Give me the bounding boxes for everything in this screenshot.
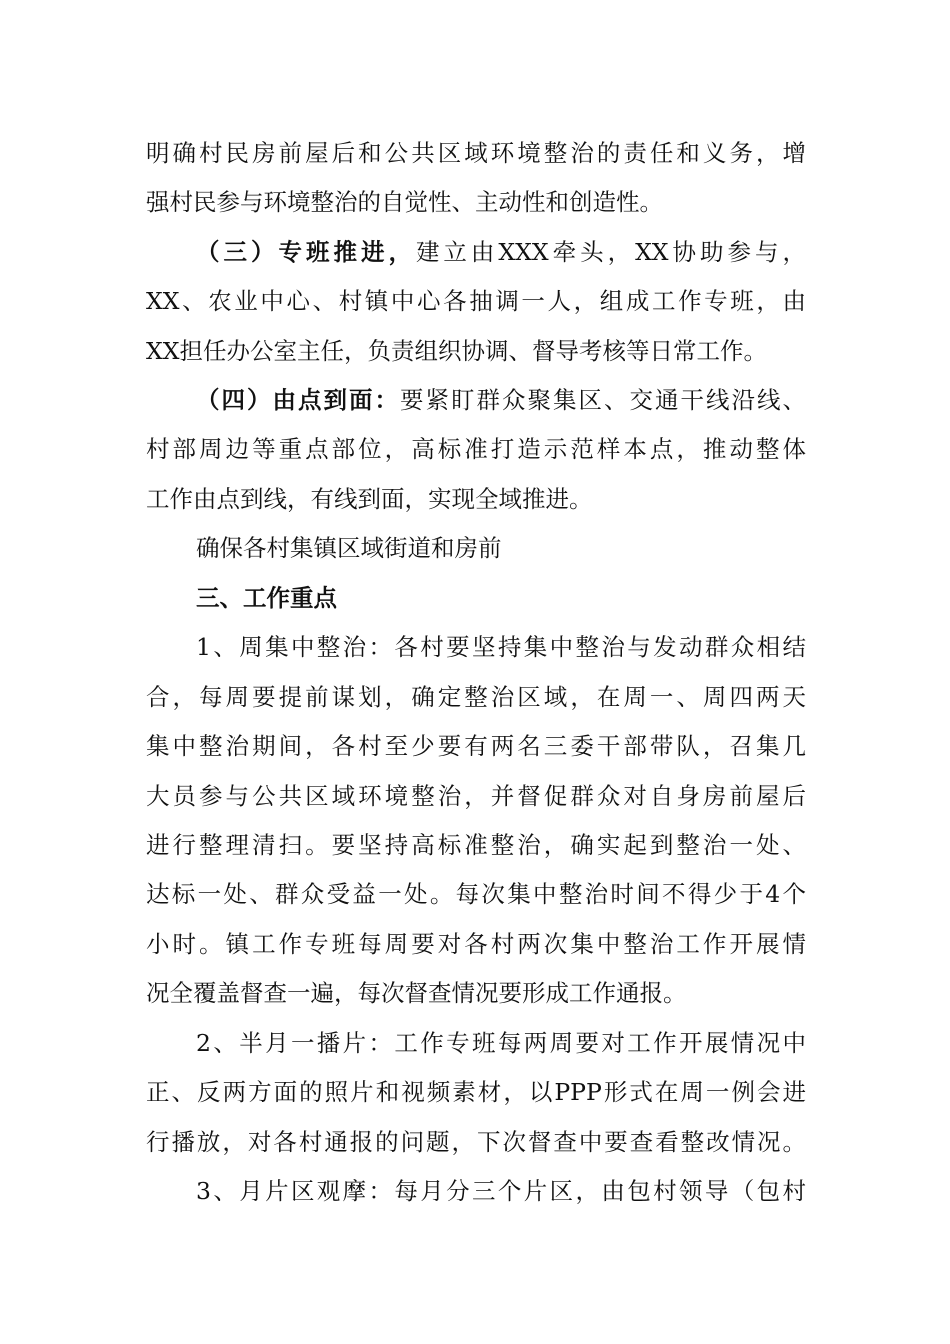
body-text-line: 村部周边等重点部位，高标准打造示范样本点，推动整体 xyxy=(146,435,806,463)
paragraph-point-to-area xyxy=(196,375,806,425)
body-text-line: 确保各村集镇区域街道和房前 xyxy=(196,534,502,562)
body-text-line: 1、周集中整治：各村要坚持集中整治与发动群众相结 xyxy=(196,633,806,661)
body-text-line: 明确村民房前屋后和公共区域环境整治的责任和义务，增 xyxy=(146,139,806,167)
body-text-line: 集中整治期间，各村至少要有两名三委干部带队，召集几 xyxy=(146,732,806,760)
subheading-point-to-area: （四）由点到面： xyxy=(196,386,400,414)
body-text-line: 强村民参与环境整治的自觉性、主动性和创造性。 xyxy=(146,188,663,216)
body-text-line: 达标一处、群众受益一处。每次集中整治时间不得少于4个 xyxy=(146,880,806,908)
body-text: 建立由XXX牵头，XX协助参与， xyxy=(415,238,806,266)
subheading-special-team: （三）专班推进， xyxy=(196,238,416,266)
body-text-line: 况全覆盖督查一遍，每次督查情况要形成工作通报。 xyxy=(146,979,687,1007)
body-text-line: XX、农业中心、村镇中心各抽调一人，组成工作专班，由 xyxy=(146,287,806,315)
body-text-line: 3、月片区观摩：每月分三个片区，由包村领导（包村 xyxy=(196,1177,806,1205)
body-text-line: 小时。镇工作专班每周要对各村两次集中整治工作开展情 xyxy=(146,930,806,958)
body-text-line: 2、半月一播片：工作专班每两周要对工作开展情况中 xyxy=(196,1029,806,1057)
body-text-line: XX担任办公室主任，负责组织协调、督导考核等日常工作。 xyxy=(146,337,767,365)
body-text-line: 合，每周要提前谋划，确定整治区域，在周一、周四两天 xyxy=(146,683,806,711)
body-text-line: 行播放，对各村通报的问题，下次督查中要查看整改情况。 xyxy=(146,1128,806,1156)
body-text-line: 大员参与公共区域环境整治，并督促群众对自身房前屋后 xyxy=(146,782,806,810)
body-text-line: 进行整理清扫。要坚持高标准整治，确实起到整治一处、 xyxy=(146,831,806,859)
paragraph-special-team xyxy=(196,227,806,277)
body-text-line: 工作由点到线，有线到面，实现全域推进。 xyxy=(146,485,593,513)
section-heading: 三、工作重点 xyxy=(196,584,337,612)
body-text: 要紧盯群众聚集区、交通干线沿线、 xyxy=(400,386,806,414)
body-text-line: 正、反两方面的照片和视频素材，以PPP形式在周一例会进 xyxy=(146,1078,806,1106)
